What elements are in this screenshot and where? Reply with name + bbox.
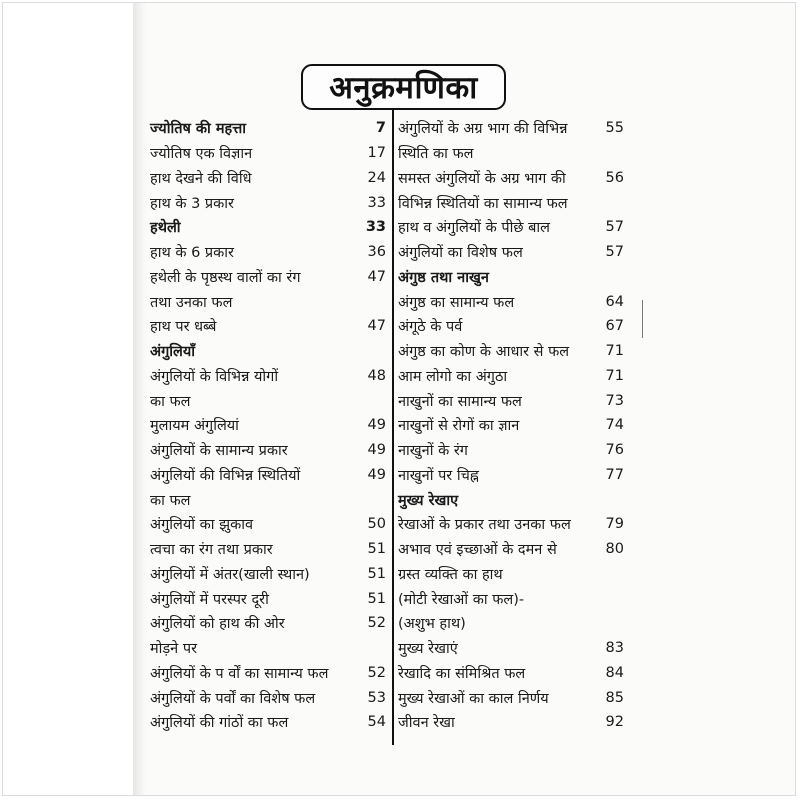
toc-entry-title: ग्रस्त व्यक्ति का हाथ	[398, 566, 503, 583]
toc-entry	[150, 512, 388, 537]
toc-entry	[398, 537, 630, 562]
toc-page-number: 51	[367, 565, 386, 582]
toc-page-number: 17	[367, 145, 386, 162]
toc-entry-title: मुख्य रेखाए	[398, 492, 459, 509]
toc-section-heading	[150, 339, 388, 364]
toc-entry-title: का फल	[150, 393, 191, 410]
toc-entry	[398, 141, 630, 166]
toc-entry	[398, 463, 630, 488]
toc-entry	[398, 661, 630, 686]
toc-entry	[398, 685, 630, 710]
toc-entry-title: हाथ के 6 प्रकार	[150, 245, 234, 262]
toc-entry	[150, 240, 388, 265]
toc-entry-title: अंगुलियों में अंतर(खाली स्थान)	[150, 566, 310, 583]
toc-entry-title: मुलायम अंगुलियां	[150, 418, 239, 435]
toc-entry-title: नाखुनों के रंग	[398, 443, 468, 460]
toc-entry	[398, 611, 630, 636]
toc-entry-title: का फल	[150, 492, 191, 509]
toc-page-number: 84	[605, 664, 624, 681]
toc-entry-title: अंगुलियों की विभिन्न स्थितियों	[150, 467, 301, 484]
toc-entry	[398, 388, 630, 413]
toc-entry	[150, 265, 388, 290]
toc-page-number: 54	[367, 714, 386, 731]
toc-page-number: 53	[367, 689, 386, 706]
toc-left-column	[150, 116, 388, 735]
toc-entry-title: ज्योतिष एक विज्ञान	[150, 146, 253, 163]
toc-entry	[398, 562, 630, 587]
toc-page-number: 85	[605, 689, 624, 706]
toc-entry	[150, 413, 388, 438]
toc-entry-title: अंगूठे के पर्व	[398, 319, 463, 336]
toc-entry	[150, 141, 388, 166]
toc-entry-title: हाथ के 3 प्रकार	[150, 195, 234, 212]
toc-entry-title: अंगुलियों को हाथ की ओर	[150, 616, 285, 633]
toc-entry-title: अंगुलियों के विभिन्न योगों	[150, 368, 279, 385]
toc-section-heading	[150, 215, 388, 240]
toc-entry-title: हथेली के पृष्ठस्थ वालों का रंग	[150, 269, 301, 286]
toc-entry-title: अंगुलियों का झुकाव	[150, 517, 254, 534]
toc-entry-title: विभिन्न स्थितियों का सामान्य फल	[398, 195, 568, 212]
toc-entry-title: अभाव एवं इच्छाओं के दमन से	[398, 542, 557, 559]
toc-page-number: 33	[365, 219, 386, 236]
page-title-text: अनुक्रमणिका	[329, 70, 478, 106]
toc-page-number: 49	[367, 466, 386, 483]
toc-page-number: 49	[367, 442, 386, 459]
toc-entry-title: तथा उनका फल	[150, 294, 233, 311]
toc-entry	[150, 166, 388, 191]
toc-page-number: 7	[375, 120, 386, 137]
toc-entry-title: अंगुलियों का विशेष फल	[398, 245, 523, 262]
toc-entry	[150, 537, 388, 562]
toc-page-number: 49	[367, 417, 386, 434]
toc-entry-title: हाथ व अंगुलियों के पीछे बाल	[398, 220, 550, 237]
toc-entry-title: अंगुलियों के पर्वों का विशेष फल	[150, 690, 316, 707]
toc-entry	[150, 487, 388, 512]
toc-page-number: 52	[367, 615, 386, 632]
column-divider	[392, 110, 394, 745]
toc-page-number: 56	[605, 169, 624, 186]
toc-entry	[398, 240, 630, 265]
toc-entry-title: हाथ देखने की विधि	[150, 170, 252, 187]
toc-entry-title: त्वचा का रंग तथा प्रकार	[150, 542, 273, 559]
toc-entry	[150, 661, 388, 686]
toc-entry	[150, 463, 388, 488]
toc-entry	[150, 314, 388, 339]
toc-page-number: 80	[605, 541, 624, 558]
toc-section-heading	[398, 487, 630, 512]
toc-page-number: 50	[367, 516, 386, 533]
scan-mark	[642, 300, 643, 338]
toc-page-number: 47	[367, 268, 386, 285]
toc-page-number: 52	[367, 664, 386, 681]
toc-page-number: 57	[605, 244, 624, 261]
toc-entry	[398, 512, 630, 537]
toc-entry-title: अंगुलियों की गांठों का फल	[150, 715, 289, 732]
toc-right-column	[398, 116, 630, 735]
toc-page-number: 74	[605, 417, 624, 434]
toc-entry-title: रेखाओं के प्रकार तथा उनका फल	[398, 517, 571, 534]
toc-entry	[150, 710, 388, 735]
toc-entry	[398, 116, 630, 141]
toc-entry-title: मुख्य रेखाएं	[398, 641, 458, 658]
toc-page-number: 24	[367, 169, 386, 186]
toc-entry-title: (अशुभ हाथ)	[398, 616, 466, 633]
toc-entry	[398, 586, 630, 611]
toc-entry	[150, 438, 388, 463]
toc-entry	[150, 388, 388, 413]
toc-page-number: 51	[367, 541, 386, 558]
toc-section-heading	[398, 265, 630, 290]
toc-page-number: 47	[367, 318, 386, 335]
toc-section-heading	[150, 116, 388, 141]
toc-entry	[398, 364, 630, 389]
toc-page-number: 33	[367, 194, 386, 211]
toc-entry-title: अंगुष्ठ का सामान्य फल	[398, 294, 515, 311]
toc-page-number: 51	[367, 590, 386, 607]
toc-entry-title: हथेली	[150, 220, 181, 237]
toc-entry	[150, 611, 388, 636]
toc-entry-title: अंगुलियों के सामान्य प्रकार	[150, 443, 288, 460]
toc-page-number: 36	[367, 244, 386, 261]
toc-entry	[150, 586, 388, 611]
toc-entry-title: अंगुलियों के अग्र भाग की विभिन्न	[398, 121, 568, 138]
toc-page-number: 71	[605, 367, 624, 384]
toc-page-number: 67	[605, 318, 624, 335]
toc-entry	[150, 562, 388, 587]
toc-page-number: 76	[605, 442, 624, 459]
toc-entry	[398, 289, 630, 314]
toc-page-number: 92	[605, 714, 624, 731]
toc-entry	[398, 215, 630, 240]
toc-entry	[150, 289, 388, 314]
toc-entry-title: समस्त अंगुलियों के अग्र भाग की	[398, 170, 566, 187]
toc-entry-title: अंगुष्ठ तथा नाखुन	[398, 269, 489, 286]
toc-entry	[150, 190, 388, 215]
toc-entry	[150, 636, 388, 661]
toc-entry-title: रेखादि का संमिश्रित फल	[398, 665, 526, 682]
toc-entry-title: (मोटी रेखाओं का फल)-	[398, 591, 525, 608]
toc-entry	[150, 685, 388, 710]
toc-entry	[398, 166, 630, 191]
toc-entry-title: अंगुष्ठ का कोण के आधार से फल	[398, 344, 570, 361]
toc-page-number: 77	[605, 466, 624, 483]
toc-page-number: 57	[605, 219, 624, 236]
toc-entry-title: मोड़ने पर	[150, 641, 198, 658]
toc-entry	[398, 636, 630, 661]
toc-entry-title: नाखुनों का सामान्य फल	[398, 393, 522, 410]
toc-entry	[398, 190, 630, 215]
toc-page-number: 83	[605, 640, 624, 657]
toc-entry-title: अंगुलियों में परस्पर दूरी	[150, 591, 269, 608]
toc-entry-title: नाखुनों पर चिह्न	[398, 467, 479, 484]
toc-entry	[150, 364, 388, 389]
toc-page-number: 64	[605, 293, 624, 310]
toc-entry-title: नाखुनों से रोगों का ज्ञान	[398, 418, 520, 435]
toc-page-number: 55	[605, 120, 624, 137]
toc-page-number: 79	[605, 516, 624, 533]
toc-page-number: 73	[605, 392, 624, 409]
toc-entry-title: ज्योतिष की महत्ता	[150, 121, 246, 138]
toc-page-number: 71	[605, 343, 624, 360]
toc-entry-title: अंगुलियाँ	[150, 344, 195, 361]
page-title	[301, 64, 506, 110]
toc-entry	[398, 413, 630, 438]
toc-entry-title: मुख्य रेखाओं का काल निर्णय	[398, 690, 549, 707]
toc-entry	[398, 438, 630, 463]
toc-entry-title: आम लोगो का अंगुठा	[398, 368, 508, 385]
toc-entry-title: अंगुलियों के प र्वों का सामान्य फल	[150, 665, 329, 682]
toc-entry	[398, 339, 630, 364]
toc-page-number: 48	[367, 367, 386, 384]
toc-entry	[398, 710, 630, 735]
toc-entry	[398, 314, 630, 339]
toc-entry-title: जीवन रेखा	[398, 715, 455, 732]
toc-entry-title: स्थिति का फल	[398, 146, 474, 163]
toc-entry-title: हाथ पर धब्बे	[150, 319, 217, 336]
page-gutter-shadow	[133, 3, 147, 795]
